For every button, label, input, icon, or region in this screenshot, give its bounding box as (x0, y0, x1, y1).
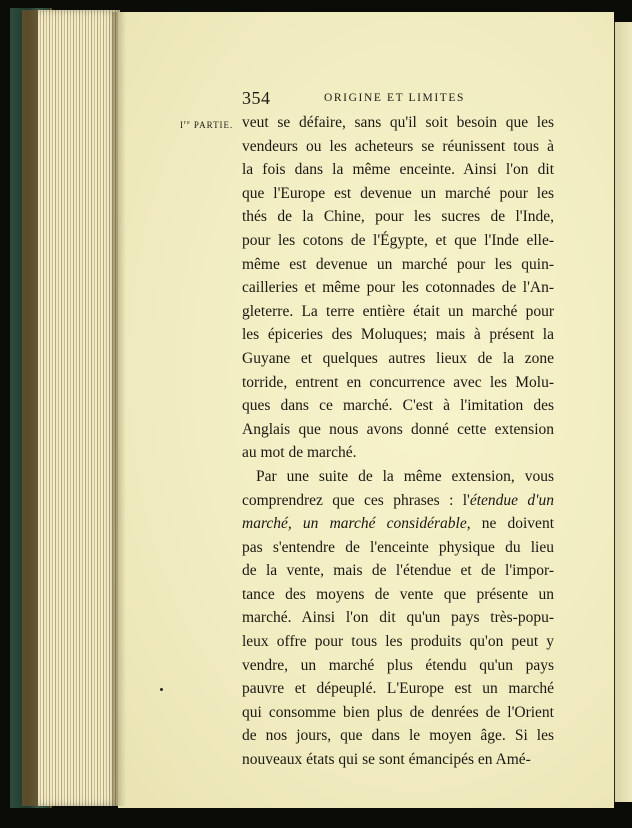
text-line: gleterre. La terre entière était un marché pour (242, 302, 554, 320)
text-line: torride, entrent en concurrence avec les Molu- (242, 373, 554, 391)
text-line: la fois dans la même enceinte. Ainsi l'on dit (242, 161, 554, 179)
text-line: pas s'entendre de l'enceinte physique du lieu (242, 538, 554, 556)
text-line: de nos jours, que dans le moyen âge. Si les (242, 727, 554, 745)
text-line: les épiceries des Moluques; mais à présent la (242, 326, 554, 344)
text-line: même est devenue un marché pour les quin- (242, 255, 554, 273)
text-line: vendre, un marché plus étendu qu'un pays (242, 656, 554, 674)
text-line: cailleries et même pour les cotonnades de l'An- (242, 279, 554, 297)
text-line: de la vente, mais de l'étendue et de l'impor- (242, 562, 554, 580)
margin-part-label: Ire PARTIE. (180, 120, 234, 130)
running-head: ORIGINE ET LIMITES (324, 92, 466, 104)
text-line: thés de la Chine, pour les sucres de l'Inde, (242, 208, 554, 226)
bleed-through-margin-note (178, 208, 236, 218)
text-line: tance des moyens de vente que présente un (242, 585, 554, 603)
adjacent-page-edge (614, 22, 632, 802)
paper-speck (160, 688, 163, 691)
stacked-page-edges (38, 10, 120, 806)
text-line: Anglais que nous avons donné cette extension (242, 420, 554, 438)
text-line: leux offre pour tous les produits qu'on peut y (242, 633, 554, 651)
page-gutter-shadow (112, 12, 126, 806)
text-line: marché. Ainsi l'on dit qu'un pays très-popu- (242, 609, 554, 627)
text-line: que l'Europe est devenue un marché pour les (242, 184, 554, 202)
text-line: Par une suite de la même extension, vous (256, 467, 554, 485)
text-line: nouveaux états qui se sont émancipés en Amé- (242, 751, 531, 769)
text-line: ques dans ce marché. C'est à l'imitation des (242, 397, 554, 415)
text-line: vendeurs ou les acheteurs se réunissent tous à (242, 137, 554, 155)
text-line: veut se défaire, sans qu'il soit besoin que les (242, 114, 554, 131)
text-line: comprendrez que ces phrases : l'étendue d'un (242, 491, 554, 509)
page-header (242, 88, 528, 110)
text-line: marché, un marché considérable, ne doivent (242, 515, 554, 533)
text-line: pauvre et dépeuplé. L'Europe est un marché (242, 680, 554, 698)
text-line: pour les cotons de l'Égypte, et que l'Inde elle- (242, 231, 554, 249)
page-number: 354 (242, 88, 271, 108)
text-line: au mot de marché. (242, 444, 357, 462)
text-line: qui consomme bien plus de denrées de l'Orient (242, 703, 554, 721)
body-text (242, 111, 554, 772)
text-line: Guyane et quelques autres lieux de la zone (242, 349, 554, 367)
